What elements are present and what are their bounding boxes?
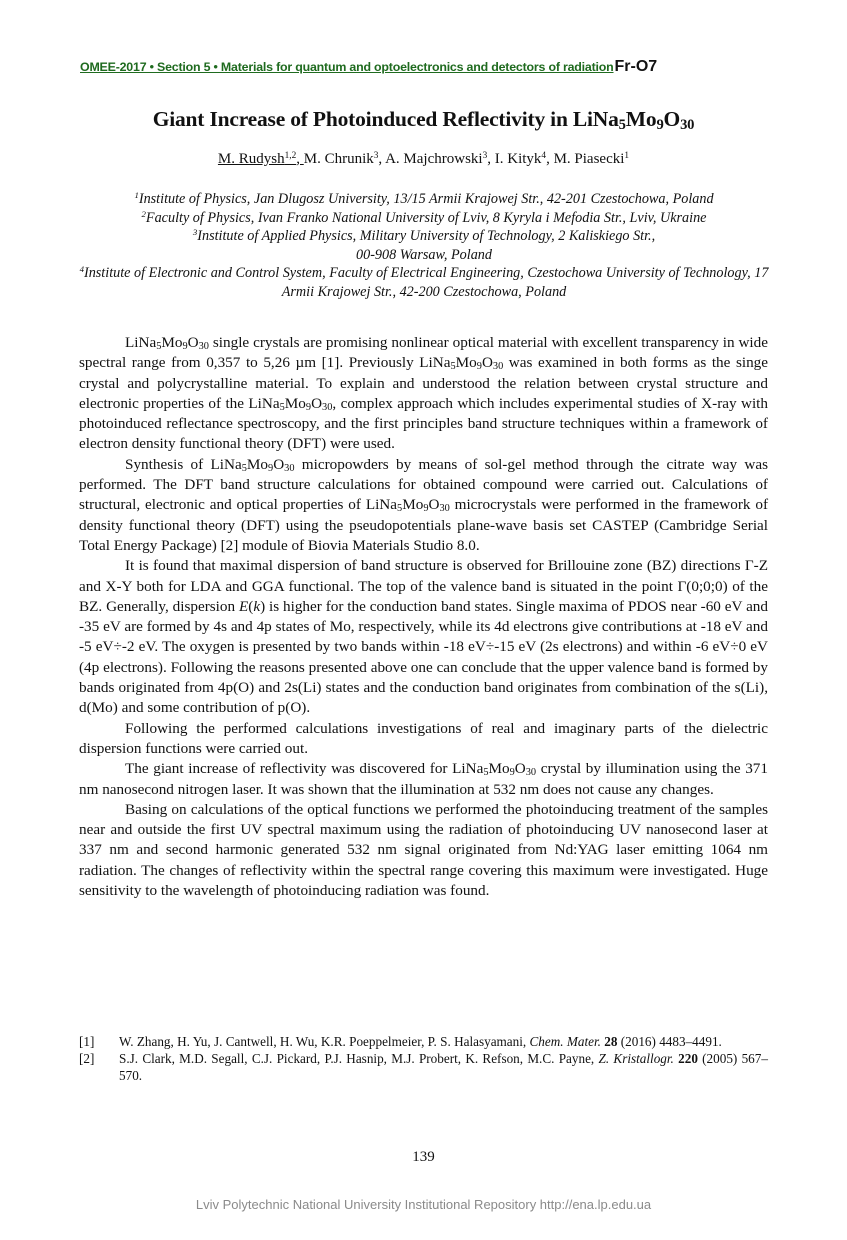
reference-text: S.J. Clark, M.D. Segall, C.J. Pickard, P.J. Hasnip, M.J. Probert, K. Refson, M.C. Payne, Z. Kristallogr. 220 (2005) 567–570. [119,1051,768,1083]
reference-number: [1] [79,1034,95,1049]
affiliations [78,190,770,302]
author: M. Chrunik$^3$, [303,150,386,167]
affiliation: $^2$Faculty of Physics, Ivan Franko National University of Lviv, 8 Kyryla i Mefodia Str., Lviv, Ukraine [141,208,707,226]
author: A. Majchrowski$^3$, [385,150,495,167]
page-number: 139 [412,1149,435,1165]
abstract-code: Fr-O7 [614,58,658,75]
running-header [80,58,770,76]
title-text: Giant Increase of Photoinduced Reflectivity in [152,107,573,131]
author: M. Piasecki$^1$ [553,150,630,167]
author-presenting: M. Rudysh$^{1,2}$, [217,150,304,167]
author-list [0,151,847,168]
title-formula: $LiNa_5Mo_9O_{30}$ [572,107,695,133]
abstract-body [79,333,768,901]
paragraph: Synthesis of $LiNa_5Mo_9O_{30}$ micropowders by means of sol-gel method through the citrate way was performed. The DFT band structure calculations for obtained compound were carried out. Calculations of structural, electronic and optical properties of $LiNa_5Mo_9O_{30}$ microcrystals were performed in the framework of density functional theory (DFT) using the pseudopotentials plane-wave basis set CASTEP (Cambridge Serial Total Energy Package) [2] module of Biovia Materials Studio 8.0. [79,455,769,554]
paragraph: $LiNa_5Mo_9O_{30}$ single crystals are promising nonlinear optical material with excellent transparency in wide spectral range from 0,357 to 5,26 µm [1]. Previously $LiNa_5Mo_9O_{30}$ was examined in both forms as the singe crystal and polycrystalline material. To explain and understood the relation between crystal structure and electronic properties of the $LiNa_5Mo_9O_{30}$, complex approach which includes experimental studies of X-ray with photoinduced reflectance spectroscopy, and the first principles band structure techniques within a framework of electron density functional theory (DFT) were used. [79,334,769,453]
paragraph: The giant increase of reflectivity was discovered for $LiNa_5Mo_9O_{30}$ crystal by illumination using the 371 nm nanosecond nitrogen laser. It was shown that the illumination at 532 nm does not cause any changes. [79,760,768,798]
repository-footer: Lviv Polytechnic National University Institutional Repository http://ena.lp.edu.ua [195,1197,652,1212]
reference-item [79,1033,768,1050]
reference-item [79,1050,768,1084]
paper-title [0,107,847,132]
conference-section-label: OMEE-2017 • Section 5 • Materials for quantum and optoelectronics and detectors of radiation [80,60,614,74]
affiliation: $^1$Institute of Physics, Jan Dlugosz University, 13/15 Armii Krajowej Str., 42-201 Czestochowa, Poland [134,190,714,207]
affiliation: $^3$Institute of Applied Physics, Military University of Technology, 2 Kaliskiego Str., 00-908 Warsaw, Poland [192,227,656,263]
paragraph: Following the performed calculations investigations of real and imaginary parts of the dielectric dispersion functions were carried out. [79,719,768,757]
affiliation: $^4$Institute of Electronic and Control System, Faculty of Electrical Engineering, Czestochowa University of Technology, 17 Armii Krajowej Str., 42-200 Czestochowa, Poland [79,264,769,300]
paragraph: It is found that maximal dispersion of band structure is observed for Brillouine zone (BZ) directions Γ-Z and X-Y both for LDA and GGA functional. The top of the valence band is situated in the point Γ(0;0;0) of the BZ. Generally, dispersion E(k) is higher for the conduction band states. Single maxima of PDOS near -60 eV and -35 eV are formed by 4s and 4p states of Mo, respectively, while its 4d electrons give contributions at -18 eV and -5 eV÷-2 eV. The oxygen is presented by two bands within -18 eV÷-15 eV (2s electrons) and within -6 eV÷0 eV (4p electrons). Following the reasons presented above one can conclude that the upper valence band is formed by bands originated from 4p(O) and 2s(Li) states and the conduction band originates from combination of the s(Li), d(Mo) and some contribution of p(O). [79,557,768,717]
reference-number: [2] [79,1051,95,1066]
reference-text: W. Zhang, H. Yu, J. Cantwell, H. Wu, K.R. Poeppelmeier, P. S. Halasyamani, Chem. Mater. 28 (2016) 4483–4491. [119,1034,722,1049]
author: I. Kityk$^4$, [494,150,554,167]
paragraph: Basing on calculations of the optical functions we performed the photoinducing treatment of the samples near and outside the first UV spectral maximum using the radiation of photoinducing UV nanosecond laser at 337 nm and second harmonic generated 532 nm signal originated from Nd:YAG laser emitting 1064 nm radiation. The changes of reflectivity within the spectral range covering this maximum were investigated. Huge sensitivity to the wavelength of photoinducing radiation was found. [79,800,768,900]
references [79,1033,768,1084]
